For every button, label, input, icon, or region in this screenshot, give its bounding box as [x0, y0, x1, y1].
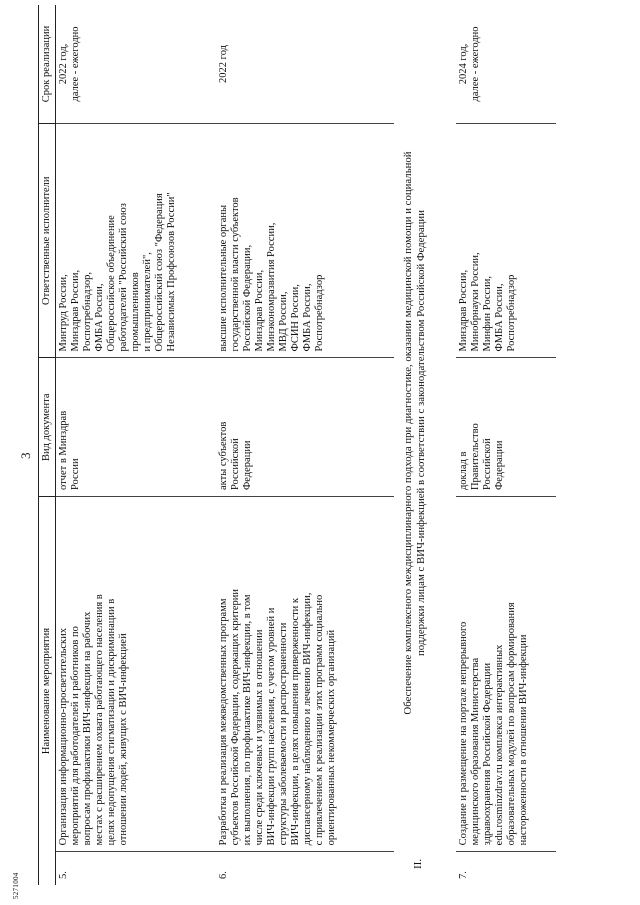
- executors: [216, 123, 394, 358]
- text-line: Российской Федерации,: [242, 244, 253, 352]
- text-line: Минобрнауки России,: [470, 252, 481, 352]
- text-line: Общероссийский союз "Федерация: [154, 193, 165, 352]
- text-line: с привлечением к реализации этих программ социально: [314, 594, 325, 846]
- text-line: Роспотребнадзор: [314, 274, 325, 352]
- section-title: [402, 33, 428, 833]
- text-line: промышленников: [130, 272, 141, 352]
- text-line: и предпринимателей",: [142, 252, 153, 352]
- text-line: Независимых Профсоюзов России": [166, 192, 177, 352]
- text-line: отчет в Минздрав: [58, 410, 69, 491]
- executors: [56, 123, 217, 358]
- text-line: ФМБА России,: [94, 283, 105, 352]
- text-line: образовательных модулей по вопросам формирования: [506, 602, 517, 846]
- text-line: Минфин России,: [482, 275, 493, 352]
- text-line: Российской: [482, 438, 493, 491]
- text-line: Создание и размещение на портале непрерывного: [458, 621, 469, 846]
- term: [456, 5, 556, 123]
- text-line: Минэкономразвития России,: [266, 222, 277, 352]
- text-line: Правительство: [470, 423, 481, 491]
- text-line: вопросам профилактики ВИЧ-инфекции на рабочих: [82, 611, 93, 846]
- text-line: числе среди ключевых и уязвимых в отношении: [254, 629, 265, 846]
- text-line: акты субъектов: [218, 421, 229, 491]
- header-executors: Ответственные исполнители: [39, 123, 56, 358]
- text-line: ориентированных некоммерческих организаций: [326, 629, 337, 846]
- text-line: Обеспечение комплексного междисциплинарного подхода при диагностике, оказании медицинской помощи и социальной: [402, 151, 414, 715]
- text-line: ВИЧ-инфекции групп населения, с учетом уровней и: [266, 607, 277, 846]
- text-line: мероприятий для работодателей и работников по: [70, 626, 81, 846]
- text-line: структуры заболеваемости и распространенности: [278, 622, 289, 846]
- text-line: доклад в: [458, 451, 469, 491]
- text-line: диспансерному наблюдению и лечению ВИЧ-инфекции,: [302, 592, 313, 846]
- measure-name: [456, 497, 556, 852]
- term: [56, 5, 217, 123]
- text-line: поддержки лицам с ВИЧ-инфекцией в соответствии с законодательством Российской Федерации: [415, 210, 427, 657]
- text-line: отношении людей, живущих с ВИЧ-инфекцией: [118, 633, 129, 846]
- document-type: [216, 358, 394, 497]
- text-line: настороженности в отношении ВИЧ-инфекции: [518, 634, 529, 846]
- text-line: Минздрав России,: [70, 269, 81, 352]
- text-line: ФСИН России,: [290, 284, 301, 352]
- section-heading: [394, 5, 456, 885]
- text-line: edu.rosminzdrav.ru комплекса интерактивных: [494, 644, 505, 846]
- text-line: целях недопущения стигматизации и дискриминации в: [106, 598, 117, 846]
- header-document-type: Вид документа: [39, 358, 56, 497]
- text-line: Разработка и реализация межведомственных программ: [218, 598, 229, 846]
- executors: [456, 123, 556, 358]
- text-line: Федерации: [494, 440, 505, 491]
- text-line: Минздрав России,: [458, 269, 469, 352]
- header-name: Наименование мероприятия: [39, 497, 56, 885]
- text-line: высшие исполнительные органы: [218, 204, 229, 352]
- text-line: 2022 год: [218, 45, 229, 83]
- row-number: 6.: [218, 871, 229, 879]
- row-number: 7.: [458, 871, 469, 879]
- section-row: [394, 5, 456, 885]
- table-row: [456, 5, 556, 885]
- measure-name: [216, 497, 394, 852]
- text-line: местах с расширением охвата работающего населения в: [94, 594, 105, 846]
- text-line: Роспотребнадзор: [506, 274, 517, 352]
- page-number: 3: [18, 452, 33, 459]
- table-header-row: [39, 5, 56, 885]
- text-line: далее - ежегодно: [470, 26, 481, 102]
- text-line: здравоохранения Российской Федерации: [482, 662, 493, 846]
- document-type: [456, 358, 556, 497]
- document-type: [56, 358, 217, 497]
- text-line: ФМБА России,: [302, 283, 313, 352]
- header-term: Срок реализации: [39, 5, 56, 123]
- table-row: [56, 5, 217, 885]
- measure-name: [56, 497, 217, 852]
- text-line: Минздрав России,: [254, 269, 265, 352]
- text-line: далее - ежегодно: [70, 26, 81, 102]
- text-line: работодателей "Российский союз: [118, 203, 129, 352]
- document-stamp-number: 5271004: [12, 872, 20, 899]
- text-line: 2024 год,: [458, 43, 469, 85]
- text-line: медицинского образования Министерства: [470, 657, 481, 846]
- section-number: II.: [412, 858, 424, 869]
- text-line: их выполнения, по профилактике ВИЧ-инфекции, в том: [242, 594, 253, 846]
- row-number: 5.: [58, 871, 69, 879]
- text-line: России: [70, 458, 81, 491]
- text-line: ФМБА России,: [494, 283, 505, 352]
- table-row: [216, 5, 394, 885]
- measures-table: [38, 5, 556, 885]
- text-line: Минтруд России,: [58, 274, 69, 352]
- text-line: Общероссийское объединение: [106, 215, 117, 352]
- text-line: Российской: [230, 438, 241, 491]
- text-line: ВИЧ-инфекции, в целях повышения приверженности к: [290, 597, 301, 846]
- text-line: 2022 год,: [58, 43, 69, 85]
- text-line: МВД России,: [278, 291, 289, 352]
- text-line: государственной власти субъектов: [230, 197, 241, 352]
- text-line: Федерации: [242, 440, 253, 491]
- term: [216, 5, 394, 123]
- text-line: субъектов Российской Федерации, содержащих критерии: [230, 589, 241, 846]
- text-line: Роспотребнадзор,: [82, 272, 93, 352]
- text-line: Организация информационно-просветительских: [58, 628, 69, 846]
